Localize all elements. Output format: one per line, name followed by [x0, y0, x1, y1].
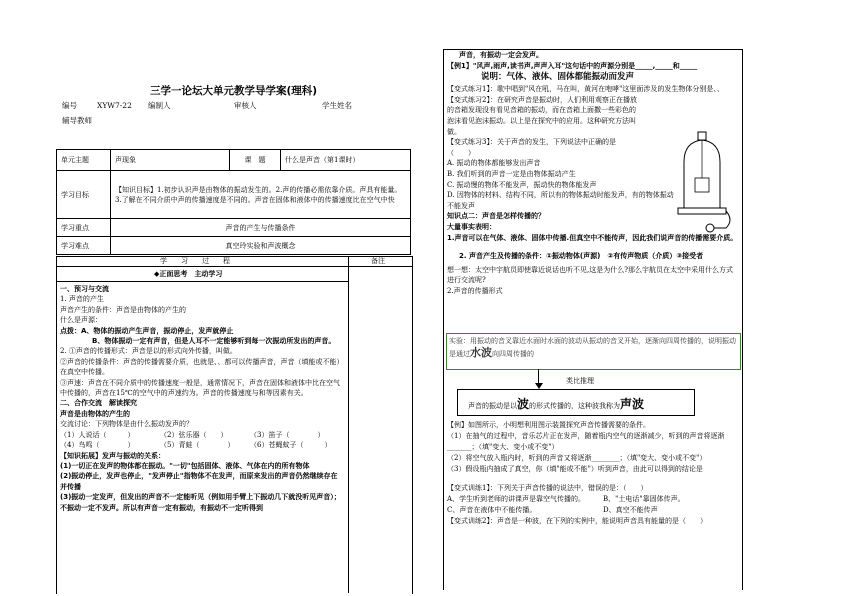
question-4: （4）鸟鸣（ ）	[60, 441, 135, 450]
option-b: B. 我们听到的声音一定是由物体振动产生	[447, 169, 576, 178]
variant-exercise-3: 【变式练习3】：关于声音的发生，下列说法中正确的是（ ）	[447, 138, 616, 157]
hint-b: B、物体振动一定有声音，但是人耳不一定能够听到每一次振动所发出的声音。	[92, 337, 336, 346]
explanation-line: 说明：气体、液体、固体都能振动而发声	[481, 72, 635, 83]
example-2-part-3: （3）假设瓶内抽成了真空，你（填"能或不能"）听到声音，由此可以得到的结论是	[447, 465, 703, 473]
page-title: 三学一论坛大单元教学导学案(理科)	[150, 85, 318, 97]
sound-speed: ③声速：声音在不同介质中的传播速度一般是，通常情况下，声音在固体和液体中比在空气中传播的，声音在15℃的空气中的声速约为。声音的传播速度与和等因素有关。	[60, 378, 340, 398]
question-1: （1）人说话（ ）	[60, 430, 135, 439]
lesson-value: 什么是声音（第1课时）	[281, 150, 411, 171]
variant-training-1: 【变式训练1】：下列关于声音传播的说法中，错误的是：（ ）	[447, 484, 648, 492]
option-d: D. 因物体的材料、结构不同，所以有的物体振动时能发声，有的物体振动不能发声	[447, 191, 674, 210]
option-a: A. 振动的物体都能够发出声音	[447, 159, 541, 168]
variant-exercise-2: 【变式练习2】：在研究声音是振动时，人们利用观察正在播放的音箱发现没有看见音箱的振动，而在音箱上面撒一些彩色的泡沫看见泡沫振动。以上是在探究中的应用。这种研究方法叫做。	[447, 95, 637, 136]
knowledge-point-two: 知识点二：声音是怎样传播的？	[447, 212, 545, 221]
goal-label: 学习目标	[57, 171, 111, 219]
lesson-label: 课 题	[230, 150, 281, 171]
sound-wave-text	[468, 395, 644, 412]
right-content-bottom	[447, 420, 739, 527]
option-c: C. 振动慢的物体不能发声，振动快的物体能发声	[447, 180, 597, 189]
info-table	[56, 149, 411, 255]
process-header-line	[56, 266, 412, 267]
cooperation-heading: 二、合作交流 解读探究	[60, 399, 137, 408]
preview-heading: 一、预习与交流	[60, 285, 109, 293]
editor-label: 编制人	[148, 101, 171, 110]
example-1: 【例1】"风声,雨声,读书声,声声入耳"这句话中的声源分别是_____,_____和_____	[447, 61, 698, 70]
sound-wave-emphasis: 声波	[620, 397, 645, 411]
training-option-a: A、学生听到老师的讲课声是靠空气传播的。	[447, 495, 586, 503]
unit-value: 声现象	[111, 150, 230, 171]
bell-jar-apparatus-icon	[668, 128, 738, 238]
number-value: XYW7-22	[97, 101, 132, 110]
experiment-sentence: 实验：用振动的音叉靠近水面时水面的波动从振动的音叉开始，逐渐向四周传播的，说明振动是通过	[449, 337, 736, 358]
question-5: （5）青蛙（ ）	[160, 441, 235, 450]
discussion-prompt: 交流讨论：下列物体是由什么振动发声的？	[60, 420, 193, 429]
student-label: 学生姓名	[322, 101, 352, 110]
propagation-form-heading: 2.声音的传播形式	[447, 286, 503, 295]
sound-production-heading: 1. 声音的产生	[60, 295, 104, 304]
process-header: 学 习 过 程	[160, 257, 230, 265]
difficulty-label: 学习难点	[57, 237, 111, 255]
wave-emphasis: 波	[517, 397, 530, 411]
experiment-sentence-end: 向四周传播的	[492, 350, 534, 358]
key-text: 声音的产生与传播条件	[111, 219, 411, 237]
wave-sentence-mid: 的形式传播的，这种波我称为	[529, 402, 621, 410]
variant-training-2: 【变式训练2】：声音是一种波，在下列的实例中，能说明声音具有能量的是（ ）	[447, 517, 707, 525]
knowledge-point-3: (3)振动一定发声，但发出的声音不一定能听见（例如用手臂上下振动几下就没听见声音）；不振动一定不发声。所以有声音一定有振动，有振动不一定听得到	[60, 493, 341, 512]
training-option-c: C、声音在液体中不能传播。	[447, 506, 537, 514]
question-2: （2）弦乐器（ ）	[160, 430, 228, 439]
example-2-part-2: （2）将空气放入瓶内时，听到的声音又将逐渐________；（填"变大、变小或不变"）	[447, 454, 707, 462]
knowledge-point-2: (2)振动停止，发声也停止，"发声停止"指物体不在发声，而原来发出的声音仍然继续存在并传播	[60, 472, 338, 491]
production-condition: 声音产生的条件：声音是由物体的产生的	[60, 305, 186, 314]
reviewer-label: 审核人	[234, 101, 257, 110]
sound-source-question: 什么是声源：	[60, 316, 102, 325]
section-header-line	[56, 281, 349, 282]
experiment-text	[447, 334, 740, 362]
example-2: 【例】如图所示，小明想利用图示装置探究声音传播需要的条件。	[447, 421, 650, 429]
knowledge-point-1: (1)一切正在发声的物体都在振动。"一切"包括固体、液体、气体在内的所有物体	[60, 461, 310, 470]
think-question: 想一想：太空中宇航员即使靠近说话也听不见,这是为什么?那么宇航员在太空中采用什么方式进行交流呢?	[447, 265, 733, 285]
continued-line: 声音，有振动一定会发声。	[459, 51, 543, 59]
number-label: 编号	[62, 101, 77, 110]
vibration-heading: 声音是由物体的产生的	[60, 409, 130, 418]
example-2-part-1: （1）在抽气的过程中，音乐芯片正在发声，随着瓶内空气的逐渐减少，听到的声音将逐渐_______；（填"变大、变小或不变"）	[447, 432, 725, 451]
variant-exercise-1: 【变式练习1】：歌中唱到"风在吼，马在叫，黄河在咆哮"这里面涉及的发生物体分别是、、	[447, 85, 724, 94]
unit-label: 单元主题	[57, 150, 111, 171]
facts-heading: 大量事实表明：	[447, 222, 496, 231]
difficulty-text: 真空玲实验和声波概念	[111, 237, 411, 255]
section-header: ◆正面思考 主动学习	[154, 270, 223, 278]
water-wave-emphasis: 水波	[470, 346, 492, 359]
training-option-b: B、"土电话"靠固体传声。	[603, 495, 685, 503]
question-3: （3）笛子（ ）	[250, 430, 325, 439]
hint-a: 点拨：A、物体的振动产生声音，振动停止，发声就停止	[60, 326, 234, 335]
tutor-label: 辅导教师	[62, 116, 92, 125]
propagation-condition: ②声音的传播条件：声音的传播需要介质，也就是、、都可以传播声音，声音（填能或不能）在真空中传播。	[60, 357, 344, 377]
wave-sentence-start: 声音的振动是以	[468, 402, 517, 410]
sound-wave-box	[457, 389, 695, 416]
propagation-form: 2. ①声音的传播形式：声音是以的形式向外传播，叫做。	[60, 347, 237, 356]
note-header: 备注	[371, 257, 385, 265]
question-6: （6）苍蝇蚊子（ ）	[250, 441, 332, 450]
fact-1: 1.声音可以在气体、液体、固体中传播.但真空中不能传声，因此我们说声音的传播需要介质。	[447, 233, 738, 242]
note-divider	[348, 256, 349, 593]
fact-2: 2. 声音产生及传播的条件：①振动物体(声源) ②有传声物质（介质）③接受者	[459, 252, 704, 261]
experiment-box	[446, 333, 741, 370]
key-label: 学习重点	[57, 219, 111, 237]
process-content	[60, 284, 344, 513]
analogy-label: 类比推理	[566, 377, 594, 385]
training-option-d: D、真空不能传声	[603, 506, 658, 514]
goal-text: 【知识目标】1.初步认识声是由物体的振动发生的。2.声的传播必需依靠介质。声具有能量。3.了解在不同介质中声的传播速度是不同的。声音在固体和液体中的传播速度比在空气中快	[111, 171, 411, 219]
knowledge-expansion-heading: 【知识拓展】发声与振动的关系：	[60, 451, 165, 460]
